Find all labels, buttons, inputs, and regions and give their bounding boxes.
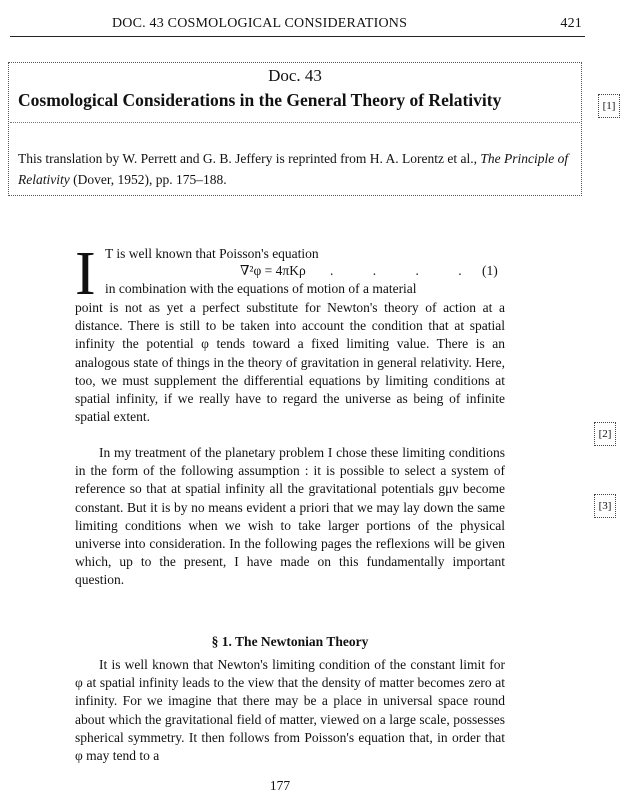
doc-box-divider (10, 122, 580, 123)
doc-label: Doc. 43 (268, 66, 322, 85)
header-rule (10, 36, 585, 37)
running-head-page-number: 421 (560, 16, 582, 31)
translation-note-source: (Dover, 1952), pp. 175–188. (69, 172, 227, 187)
doc-title: Cosmological Considerations in the General Theory of Relativity (18, 90, 502, 110)
poisson-equation: ∇²φ = 4πKρ (240, 263, 306, 278)
paragraph-1: point is not as yet a perfect substitute for Newton's theory of action at a distance. There is still to be taken into account the condition that at spatial infinity the potential φ tends toward a fixed limiting value. There is an analogous state of things in the theory of gravitation in general relativity. Here, too, we must supplement the differential equations by limiting conditions at spatial infinity, if we really have to regard the universe as being of infinite spatial extent. (75, 300, 505, 425)
drop-cap: I (75, 240, 96, 308)
footnote-marker-3[interactable]: [3] (594, 494, 616, 518)
footnote-marker-1[interactable]: [1] (598, 94, 620, 118)
paragraph-3: It is well known that Newton's limiting condition of the constant limit for φ at spatial infinity leads to the view that the density of matter becomes zero at infinity. For we imagine that there may be a place in universal space round about which the gravitational field of matter, viewed on a large scale, possesses spherical symmetry. It then follows from Poisson's equation that, in order that φ may tend to a (75, 657, 505, 764)
running-head (112, 16, 582, 32)
equation-leader-dots: . . . . (330, 263, 480, 278)
equation-number: (1) (482, 263, 498, 278)
page-number: 177 (269, 778, 291, 793)
translation-note-text: This translation by W. Perrett and G. B. Jeffery is reprinted from H. A. Lorentz et al., (18, 151, 481, 166)
opening-line: T is well known that Poisson's equation (105, 246, 319, 261)
footnote-marker-2[interactable]: [2] (594, 422, 616, 446)
book-title: The Principle of Relativity (18, 151, 569, 187)
running-head-text: DOC. 43 COSMOLOGICAL CONSIDERATIONS (112, 16, 408, 31)
translation-note (18, 148, 580, 190)
continuation-line: in combination with the equations of motion of a material (105, 281, 417, 296)
section-heading: § 1. The Newtonian Theory (211, 634, 369, 649)
paragraph-2: In my treatment of the planetary problem I chose these limiting conditions in the form of the following assumption : it is possible to select a system of reference so that at spatial infinity all the gravitational potentials gμν become constant. But it is by no means evident a priori that we may lay down the same limiting conditions when we wish to take larger portions of the physical universe into consideration. In the following pages the reflexions will be given which, up to the present, I have made on this fundamentally important question. (75, 445, 505, 588)
